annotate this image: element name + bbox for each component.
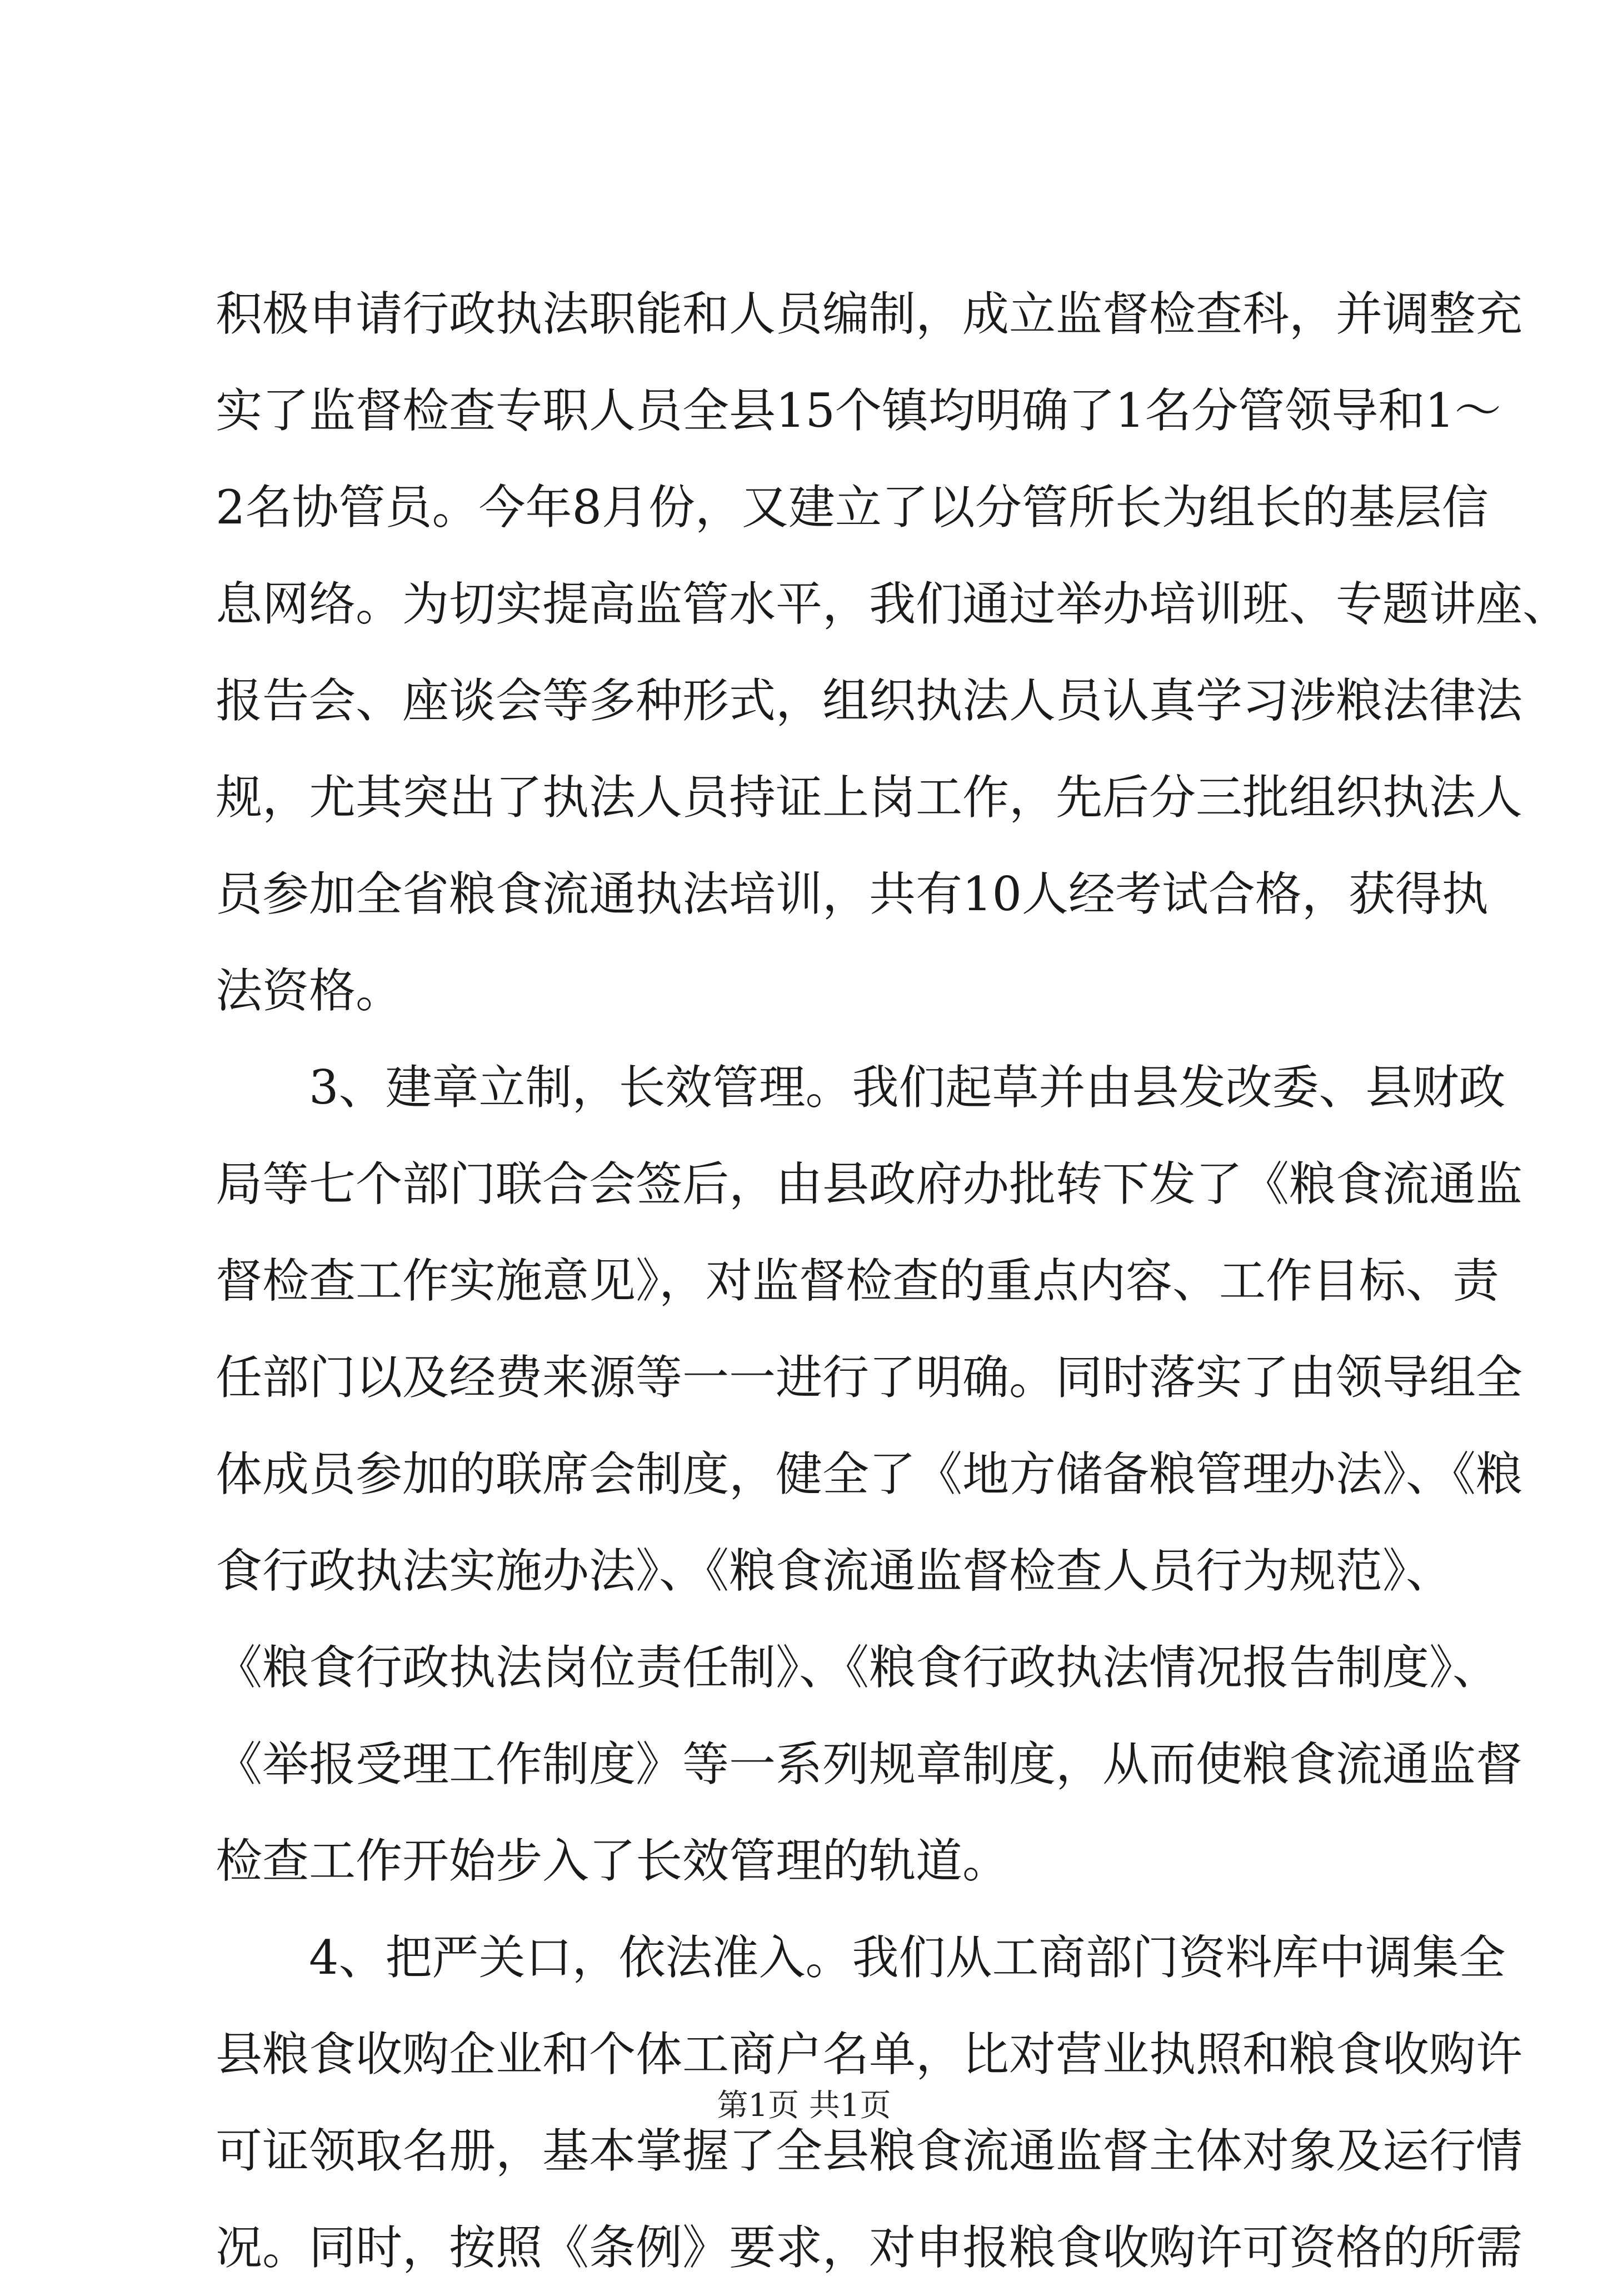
page-number-footer: 第1页 共1页 <box>717 2088 891 2124</box>
text-line: 2名协管员。今年8月份，又建立了以分管所长为组长的基层信 <box>216 480 1489 535</box>
text-line: 食行政执法实施办法》、《粮食流通监督检查人员行为规范》、 <box>216 1544 1453 1598</box>
text-line: 报告会、座谈会等多种形式，组织执法人员认真学习涉粮法律法 <box>216 673 1523 728</box>
text-line: 《粮食行政执法岗位责任制》、《粮食行政执法情况报告制度》、 <box>216 1640 1500 1695</box>
text-line: 任部门以及经费来源等一一进行了明确。同时落实了由领导组全 <box>216 1350 1523 1405</box>
text-line: 员参加全省粮食流通执法培训，共有10人经考试合格，获得执 <box>216 867 1489 921</box>
text-line: 法资格。 <box>216 964 403 1018</box>
text-line: 4、把严关口，依法准入。我们从工商部门资料库中调集全 <box>309 1930 1506 1985</box>
text-line: 况。同时，按照《条例》要求，对申报粮食收购许可资格的所需 <box>216 2220 1523 2275</box>
text-line: 可证领取名册，基本掌握了全县粮食流通监督主体对象及运行情 <box>216 2124 1523 2178</box>
text-line: 县粮食收购企业和个体工商户名单，比对营业执照和粮食收购许 <box>216 2027 1523 2082</box>
text-line: 实了监督检查专职人员全县15个镇均明确了1名分管领导和1～ <box>216 383 1501 438</box>
text-line: 《举报受理工作制度》等一系列规章制度，从而使粮食流通监督 <box>216 1737 1523 1791</box>
text-line: 息网络。为切实提高监管水平，我们通过举办培训班、专题讲座、 <box>216 577 1570 631</box>
text-line: 体成员参加的联席会制度，健全了《地方储备粮管理办法》、《粮 <box>216 1447 1523 1501</box>
text-line: 检查工作开始步入了长效管理的轨道。 <box>216 1834 1010 1888</box>
text-line: 积极申请行政执法职能和人员编制，成立监督检查科，并调整充 <box>216 287 1523 341</box>
text-line: 督检查工作实施意见》，对监督检查的重点内容、工作目标、责 <box>216 1254 1500 1308</box>
document-body <box>216 266 1570 2296</box>
text-line: 局等七个部门联合会签后，由县政府办批转下发了《粮食流通监 <box>216 1157 1523 1211</box>
text-line: 规，尤其突出了执法人员持证上岗工作，先后分三批组织执法人 <box>216 770 1523 825</box>
text-line: 3、建章立制，长效管理。我们起草并由县发改委、县财政 <box>309 1060 1506 1115</box>
